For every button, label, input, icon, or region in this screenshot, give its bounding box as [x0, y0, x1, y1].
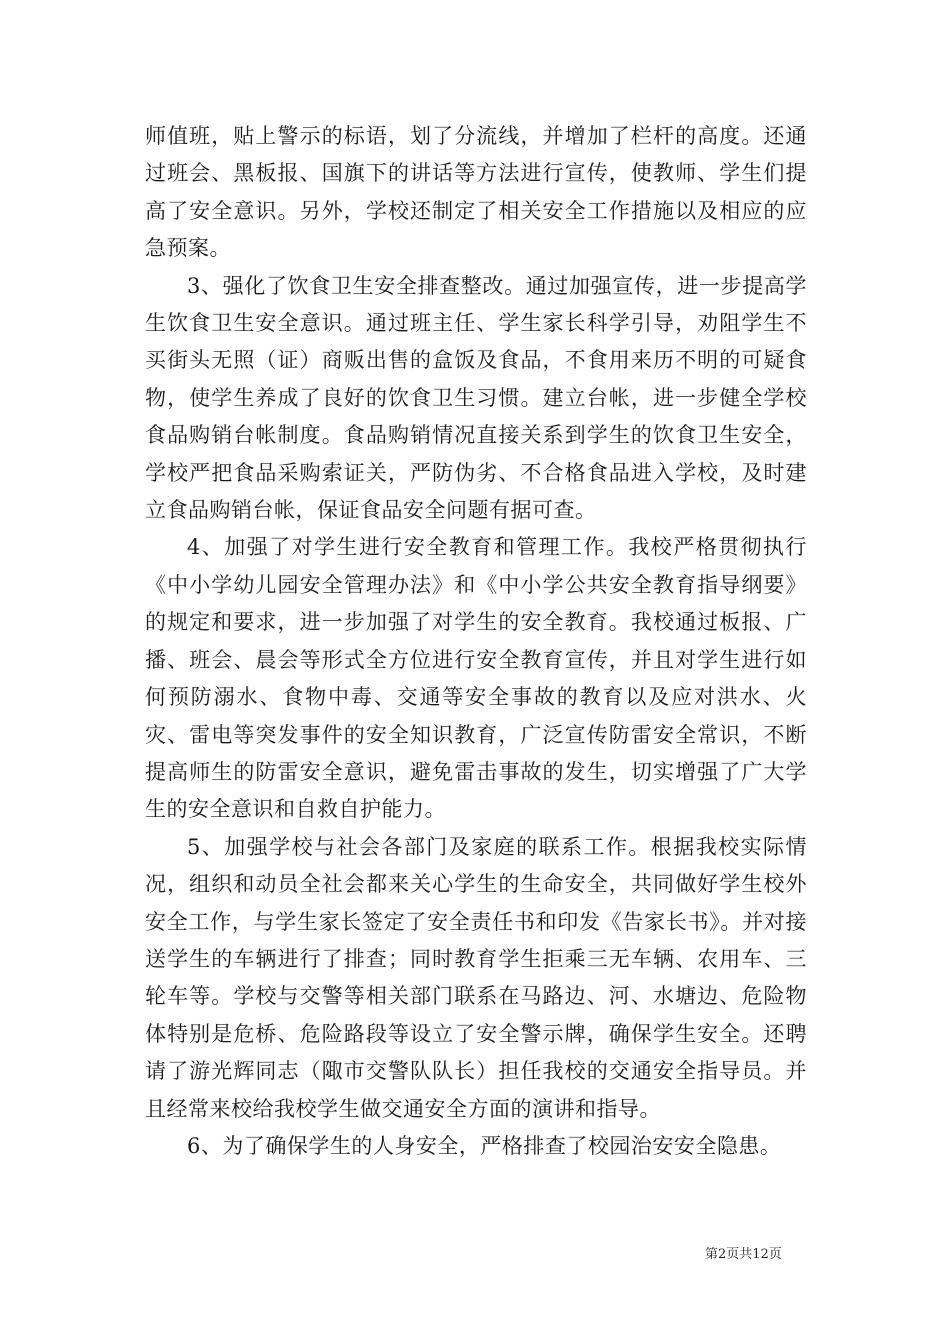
- paragraph-continuation: 师值班，贴上警示的标语，划了分流线，并增加了栏杆的高度。还通过班会、黑板报、国旗下的讲话等方法进行宣传，使教师、学生们提高了安全意识。另外，学校还制定了相关安全工作措施以及相应的应急预案。: [145, 124, 807, 261]
- paragraph-item-4: 4、加强了对学生进行安全教育和管理工作。我校严格贯彻执行《中小学幼儿园安全管理办法》和《中小学公共安全教育指导纲要》的规定和要求，进一步加强了对学生的安全教育。我校通过板报、广播、班会、晨会等形式全方位进行安全教育宣传，并且对学生进行如何预防溺水、食物中毒、交通等安全事故的教育以及应对洪水、火灾、雷电等突发事件的安全知识教育，广泛宣传防雷安全常识，不断提高师生的防雷安全意识，避免雷击事故的发生，切实增强了广大学生的安全意识和自救自护能力。: [145, 535, 807, 822]
- paragraph-item-5: 5、加强学校与社会各部门及家庭的联系工作。根据我校实际情况，组织和动员全社会都来关心学生的生命安全，共同做好学生校外安全工作，与学生家长签定了安全责任书和印发《告家长书》。并对接送学生的车辆进行了排查；同时教育学生拒乘三无车辆、农用车、三轮车等。学校与交警等相关部门联系在马路边、河、水塘边、危险物体特别是危桥、危险路段等设立了安全警示牌，确保学生安全。还聘请了游光辉同志（陬市交警队队长）担任我校的交通安全指导员。并且经常来校给我校学生做交通安全方面的演讲和指导。: [145, 834, 807, 1121]
- paragraph-item-3: 3、强化了饮食卫生安全排查整改。通过加强宣传，进一步提高学生饮食卫生安全意识。通过班主任、学生家长科学引导，劝阻学生不买街头无照（证）商贩出售的盒饭及食品，不食用来历不明的可疑食物，使学生养成了良好的饮食卫生习惯。建立台帐，进一步健全学校食品购销台帐制度。食品购销情况直接关系到学生的饮食卫生安全，学校严把食品采购索证关，严防伪劣、不合格食品进入学校，及时建立食品购销台帐，保证食品安全问题有据可查。: [145, 273, 807, 523]
- page-number-footer: 第2页共12页: [705, 1247, 782, 1262]
- paragraph-item-6: 6、为了确保学生的人身安全，严格排查了校园治安安全隐患。: [187, 1133, 782, 1158]
- document-body: [145, 118, 807, 1165]
